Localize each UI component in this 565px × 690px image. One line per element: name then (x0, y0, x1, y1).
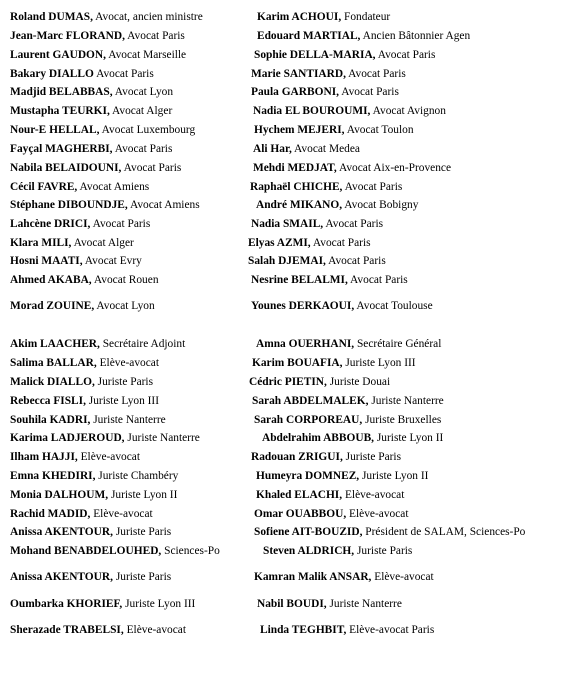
signatory-role: Avocat Alger (71, 237, 134, 249)
signatory-name: Marie SANTIARD, (251, 68, 346, 80)
signatory-name: Oumbarka KHORIEF, (10, 598, 123, 610)
signatory-right (254, 505, 408, 523)
signatory-role: Juriste Paris (112, 571, 172, 583)
signatory-name: Jean-Marc FLORAND, (10, 30, 125, 42)
signatory-name: Bakary DIALLO (10, 68, 94, 80)
signatory-role: Avocat, ancien ministre (92, 11, 203, 23)
signatory-role: Juriste Nanterre (326, 598, 402, 610)
signatory-right (252, 354, 416, 372)
signatory-name: Salima BALLAR, (10, 357, 97, 369)
signatory-left (10, 102, 172, 120)
signatory-name: Anissa AKENTOUR, (10, 526, 113, 538)
signatory-row (0, 27, 565, 45)
signatory-role: Fondateur (341, 11, 391, 23)
signatory-row (0, 448, 565, 466)
signatory-row (0, 335, 565, 353)
signatory-name: Sophie DELLA-MARIA, (254, 49, 376, 61)
signatory-role: Avocat Paris (121, 162, 182, 174)
signatory-name: Sherazade TRABELSI, (10, 624, 124, 636)
signatory-right (256, 467, 428, 485)
signatory-right (251, 448, 401, 466)
signatory-left (10, 523, 171, 541)
signatory-role: Juriste Paris (354, 545, 413, 557)
signatory-name: Monia DALHOUM, (10, 489, 109, 501)
signatory-name: Elyas AZMI, (248, 237, 311, 249)
signatory-role: Secrétaire Adjoint (99, 338, 186, 350)
signatory-right (256, 486, 404, 504)
signatory-name: Ahmed AKABA, (10, 274, 92, 286)
signatory-name: Morad ZOUINE, (10, 300, 95, 312)
signatory-right (253, 159, 451, 177)
signatory-left (10, 8, 203, 26)
signatory-name: Akim LAACHER, (10, 338, 100, 350)
signatory-name: Laurent GAUDON, (10, 49, 106, 61)
signatory-row (0, 65, 565, 83)
signatory-right (253, 140, 360, 158)
signatory-right (251, 215, 383, 233)
signatory-right (257, 595, 402, 613)
signatory-row (0, 505, 565, 523)
signatory-left (10, 373, 153, 391)
signatory-right (256, 335, 441, 353)
signatory-right (254, 411, 441, 429)
signatory-role: Juriste Paris (342, 451, 402, 463)
signatory-role: Avocat Lyon (94, 300, 155, 312)
signatory-role: Avocat Avignon (370, 105, 446, 117)
signatory-role: Sciences-Po (161, 545, 220, 557)
signatory-name: Malick DIALLO, (10, 376, 95, 388)
signatory-name: Omar OUABBOU, (254, 508, 347, 520)
signatory-role: Juriste Lyon III (122, 598, 196, 610)
signatory-row (0, 102, 565, 120)
signatory-left (10, 65, 154, 83)
signatory-row (0, 83, 565, 101)
signatory-left (10, 27, 185, 45)
signatory-left (10, 595, 195, 613)
signatory-right (252, 392, 444, 410)
signatory-name: Karim ACHOUI, (257, 11, 342, 23)
signatory-right (257, 8, 390, 26)
signatory-right (251, 271, 408, 289)
signatory-name: Roland DUMAS, (10, 11, 93, 23)
signatory-left (10, 467, 178, 485)
signatory-name: Humeyra DOMNEZ, (256, 470, 360, 482)
signatory-row (0, 196, 565, 214)
signatory-row (0, 46, 565, 64)
signatory-name: Sarah ABDELMALEK, (252, 395, 369, 407)
signatory-name: Mehdi MEDJAT, (253, 162, 337, 174)
signatory-role: Juriste Nanterre (368, 395, 444, 407)
signatory-role: Ancien Bâtonnier Agen (360, 30, 471, 42)
signatory-name: Lahcène DRICI, (10, 218, 91, 230)
signatory-role: Président de SALAM, Sciences-Po (362, 526, 526, 538)
signatory-right (248, 234, 371, 252)
signatory-role: Juriste Nanterre (124, 432, 200, 444)
signatory-left (10, 178, 149, 196)
signatory-row (0, 354, 565, 372)
signatory-left (10, 140, 172, 158)
signatory-name: Steven ALDRICH, (263, 545, 355, 557)
signatory-role: Avocat Evry (82, 255, 142, 267)
signatory-name: Nadia EL BOUROUMI, (253, 105, 371, 117)
signatory-left (10, 392, 159, 410)
signatory-left (10, 215, 150, 233)
signatory-role: Avocat Paris (310, 237, 371, 249)
signatory-role: Secrétaire Général (354, 338, 442, 350)
signatory-left (10, 159, 181, 177)
signatory-right (254, 568, 434, 586)
signatory-right (254, 46, 435, 64)
signatory-left (10, 196, 200, 214)
signatory-name: Abdelrahim ABBOUB, (262, 432, 375, 444)
signatory-right (257, 27, 470, 45)
signatory-right (263, 542, 412, 560)
signatory-left (10, 411, 166, 429)
signatory-name: Rebecca FISLI, (10, 395, 86, 407)
signatory-right (250, 178, 402, 196)
signatory-name: Hosni MAATI, (10, 255, 83, 267)
signatory-right (249, 373, 390, 391)
signatory-left (10, 354, 159, 372)
signatory-right (248, 252, 386, 270)
signatory-left (10, 297, 155, 315)
signatory-right (251, 65, 406, 83)
signatory-role: Avocat Paris (325, 255, 386, 267)
signatory-left (10, 542, 220, 560)
signatory-row (0, 159, 565, 177)
signatory-row (0, 542, 565, 560)
signatory-row (0, 429, 565, 447)
signatory-role: Avocat Paris (112, 143, 173, 155)
signatory-left (10, 448, 140, 466)
signatory-row (0, 373, 565, 391)
signatory-row (0, 411, 565, 429)
signatory-role: Avocat Bobigny (342, 199, 419, 211)
signatory-role: Elève-avocat Paris (346, 624, 435, 636)
signatory-name: Cédric PIETIN, (249, 376, 327, 388)
signatory-role: Avocat Alger (109, 105, 173, 117)
signatory-role: Avocat Paris (375, 49, 436, 61)
signatory-left (10, 429, 200, 447)
signatory-role: Avocat Toulouse (354, 300, 433, 312)
signatory-role: Avocat Paris (347, 274, 408, 286)
signatory-role: Avocat Amiens (127, 199, 200, 211)
signatory-name: André MIKANO, (256, 199, 343, 211)
signatory-row (0, 467, 565, 485)
signatory-name: Linda TEGHBIT, (260, 624, 347, 636)
signatory-right (254, 523, 525, 541)
signatory-name: Khaled ELACHI, (256, 489, 343, 501)
signatory-name: Stéphane DIBOUNDJE, (10, 199, 128, 211)
signatory-role: Avocat Marseille (105, 49, 187, 61)
signatory-role: Avocat Paris (338, 86, 399, 98)
signatory-name: Nabil BOUDI, (257, 598, 327, 610)
signatory-row (0, 140, 565, 158)
signatory-name: Cécil FAVRE, (10, 181, 78, 193)
signatory-role: Juriste Paris (94, 376, 154, 388)
signatory-role: Elève-avocat (77, 451, 141, 463)
signatory-left (10, 252, 142, 270)
signatory-left (10, 335, 185, 353)
signatory-row (0, 8, 565, 26)
signatory-role: Juriste Lyon III (342, 357, 416, 369)
signatory-role: Avocat Paris (90, 218, 151, 230)
signatory-name: Ilham HAJJI, (10, 451, 78, 463)
signatory-name: Fayçal MAGHERBI, (10, 143, 113, 155)
signatory-role: Juriste Bruxelles (362, 414, 442, 426)
signatory-name: Karim BOUAFIA, (252, 357, 343, 369)
signatory-right (262, 429, 443, 447)
signatory-row (0, 486, 565, 504)
signatory-role: Elève-avocat (371, 571, 434, 583)
signatory-role: Juriste Lyon II (108, 489, 178, 501)
signatory-row (0, 234, 565, 252)
signatory-role: Juriste Chambéry (95, 470, 179, 482)
signatory-role: Elève-avocat (96, 357, 160, 369)
signatory-name: Klara MILI, (10, 237, 72, 249)
signatory-role: Avocat Luxembourg (99, 124, 196, 136)
signatory-role: Juriste Lyon II (374, 432, 444, 444)
signatory-row (0, 568, 565, 586)
signatory-role: Avocat Lyon (112, 86, 174, 98)
signatory-role: Avocat Aix-en-Provence (336, 162, 452, 174)
signatory-name: Younes DERKAOUI, (251, 300, 355, 312)
signatory-role: Elève-avocat (90, 508, 153, 520)
signatory-name: Madjid BELABBAS, (10, 86, 113, 98)
signatory-right (253, 102, 446, 120)
signatory-right (254, 121, 414, 139)
signatory-left (10, 271, 159, 289)
signatory-role: Juriste Lyon II (359, 470, 429, 482)
signatory-role: Juriste Nanterre (90, 414, 166, 426)
signatory-name: Hychem MEJERI, (254, 124, 345, 136)
signatory-role: Juriste Paris (112, 526, 172, 538)
signatory-role: Avocat Toulon (344, 124, 414, 136)
signatory-role: Juriste Douai (326, 376, 391, 388)
signatory-role: Avocat Paris (323, 218, 384, 230)
signatory-row (0, 178, 565, 196)
signatory-name: Paula GARBONI, (251, 86, 339, 98)
signatory-name: Nadia SMAIL, (251, 218, 324, 230)
signatory-name: Mohand BENABDELOUHED, (10, 545, 162, 557)
signatory-name: Sarah CORPOREAU, (254, 414, 363, 426)
signatory-row (0, 595, 565, 613)
signatory-name: Emna KHEDIRI, (10, 470, 96, 482)
signatory-name: Salah DJEMAI, (248, 255, 326, 267)
signatory-name: Nesrine BELALMI, (251, 274, 348, 286)
signatory-role: Avocat Rouen (91, 274, 159, 286)
signatory-name: Sofiene AIT-BOUZID, (254, 526, 363, 538)
signatory-left (10, 621, 186, 639)
signatory-row (0, 523, 565, 541)
signatory-role: Elève-avocat (123, 624, 187, 636)
signatory-left (10, 568, 171, 586)
signatory-right (251, 83, 399, 101)
signatory-role: Avocat Amiens (77, 181, 150, 193)
signatory-row (0, 297, 565, 315)
signatory-name: Radouan ZRIGUI, (251, 451, 343, 463)
signatory-row (0, 252, 565, 270)
signatory-row (0, 621, 565, 639)
signatory-name: Nour-E HELLAL, (10, 124, 100, 136)
signatory-name: Nabila BELAIDOUNI, (10, 162, 122, 174)
signatory-row (0, 215, 565, 233)
signatory-left (10, 505, 153, 523)
signatory-right (251, 297, 433, 315)
signatory-role: Avocat Medea (291, 143, 360, 155)
signatory-name: Anissa AKENTOUR, (10, 571, 113, 583)
signatory-name: Mustapha TEURKI, (10, 105, 110, 117)
signatory-left (10, 83, 173, 101)
signatory-role: Avocat Paris (124, 30, 185, 42)
signatory-left (10, 46, 186, 64)
signatory-left (10, 121, 195, 139)
signatory-name: Amna OUERHANI, (256, 338, 355, 350)
signatory-role: Elève-avocat (346, 508, 409, 520)
signatory-row (0, 392, 565, 410)
signatory-left (10, 234, 134, 252)
signatory-name: Ali Har, (253, 143, 292, 155)
signatory-row (0, 121, 565, 139)
signatory-name: Karima LADJEROUD, (10, 432, 125, 444)
signatory-name: Souhila KADRI, (10, 414, 91, 426)
signatory-role: Elève-avocat (342, 489, 405, 501)
signatory-right (256, 196, 418, 214)
signatory-role: Avocat Paris (345, 68, 406, 80)
signatory-name: Raphaël CHICHE, (250, 181, 343, 193)
signatory-name: Kamran Malik ANSAR, (254, 571, 372, 583)
signatory-role: Avocat Paris (342, 181, 403, 193)
signatory-name: Rachid MADID, (10, 508, 91, 520)
signatory-role: Juriste Lyon III (85, 395, 160, 407)
signatory-right (260, 621, 434, 639)
signatory-left (10, 486, 177, 504)
signatory-row (0, 271, 565, 289)
signatory-name: Edouard MARTIAL, (257, 30, 361, 42)
signatory-role: Avocat Paris (93, 68, 154, 80)
